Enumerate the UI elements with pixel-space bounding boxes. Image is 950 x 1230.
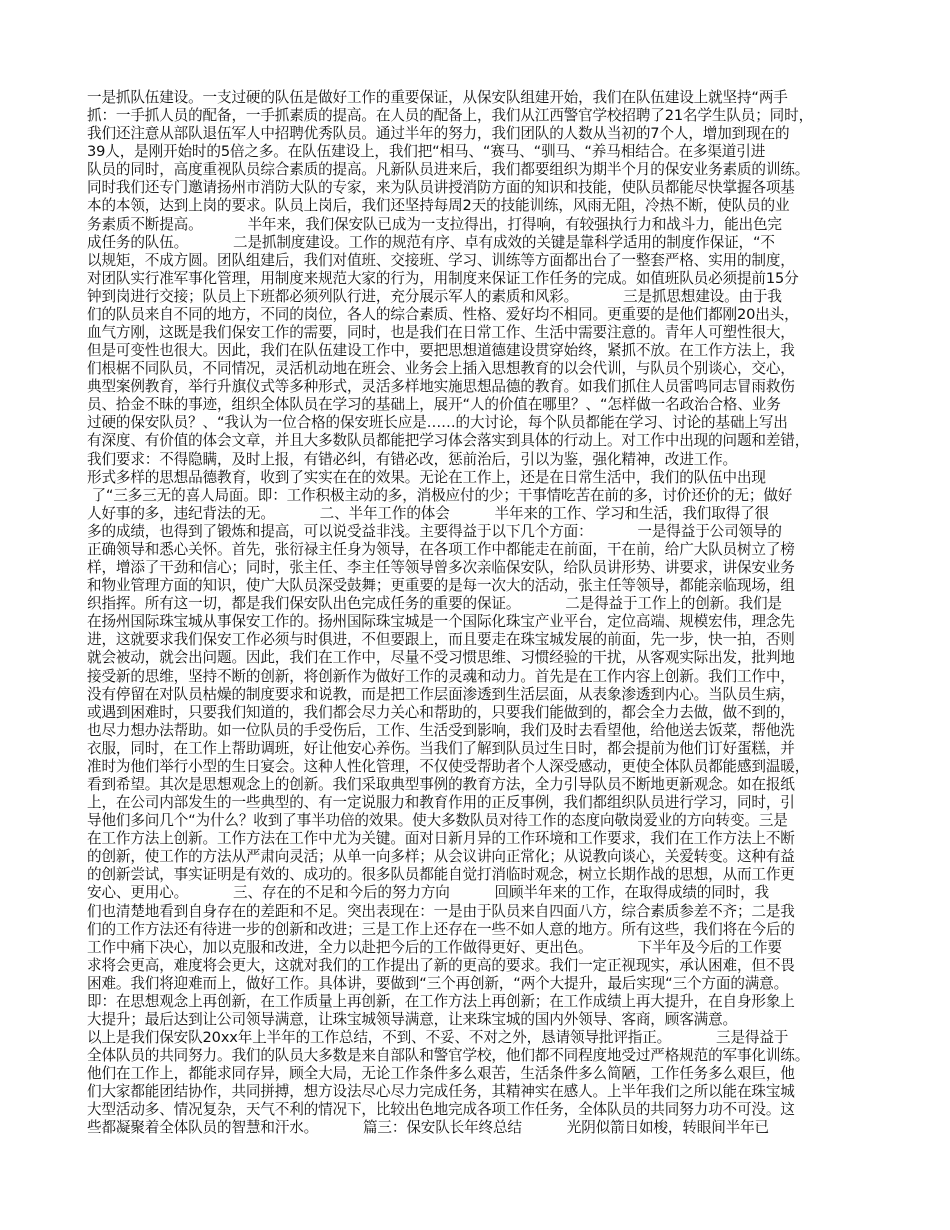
text-line: 安心、更用心。 三、存在的不足和今后的努力方向 回顾半年来的工作，在取得成绩的同时，我	[87, 884, 769, 902]
text-line: 导他们多问几个“为什么？收到了事半功倍的效果。使大多数队员对待工作的态度向敬岗爱业的方向转变。三是	[87, 812, 788, 830]
text-line: 们根椐不同队员，不同情况，灵活机动地在班会、业务会上插入思想教育的以会代训，与队员个别谈心，交心，	[87, 360, 795, 378]
text-line: 全体队员的共同努力。我们的队员大多数是来自部队和警官学校，他们都不同程度地受过严格规范的军事化训练。	[87, 1047, 810, 1065]
text-line: 也尽力想办法帮助。如一位队员的手受伤后，工作、生活受到影响，我们及时去看望他，给他送去饭菜，帮他洗	[87, 721, 795, 739]
text-line: 即：在思想观念上再创新，在工作质量上再创新，在工作方法上再创新；在工作成绩上再大提升，在自身形象上	[87, 992, 795, 1010]
text-line: 本的本领，达到上岗的要求。队员上岗后，我们还坚持每周2天的技能训练，风雨无阻，冷热不断，使队员的业	[87, 197, 790, 215]
text-line: 看到希望。其次是思想观念上的创新。我们采取典型事例的教育方法，全力引导队员不断地更新观念。如在报纸	[87, 775, 795, 793]
text-line: 员、拾金不昧的事迹，组织全体队员在学习的基础上，展开“人的价值在哪里？、“怎样做一名政治合格、业务	[87, 396, 781, 414]
text-line: 典型案例教育，举行升旗仪式等多种形式，灵活多样地实施思想品德的教育。如我们抓住人员雷鸣同志冒雨救伤	[87, 378, 795, 396]
text-line: 准时为他们举行小型的生日宴会。这种人性化管理，不仅使受帮助者个人深受感动，更使全体队员都能感到温暖，	[87, 757, 810, 775]
text-line: 队员的同时，高度重视队员综合素质的提高。凡新队员进来后，我们都要组织为期半个月的保安业务素质的训练。	[87, 161, 810, 179]
text-line: 抓：一手抓人员的配备，一手抓素质的提高。在人员的配备上，我们从江西警官学校招聘了21名学生队员；同时，	[87, 107, 814, 125]
text-line: 务素质不断提高。 半年来，我们保安队已成为一支拉得出，打得响，有较强执行力和战斗力，能出色完	[87, 215, 782, 233]
text-line: 我们还注意从部队退伍军人中招聘优秀队员。通过半年的努力，我们团队的人数从当初的7个人，增加到现在的	[87, 125, 790, 143]
text-line: 困难。我们将迎难而上，做好工作。具体讲，要做到“三个再创新，“两个大提升，最后实现“三个方面的满意。	[87, 974, 789, 992]
text-line: 上，在公司内部发生的一些典型的、有一定说服力和教育作用的正反事例，我们都组织队员进行学习，同时，引	[87, 794, 795, 812]
text-line: 们也清楚地看到自身存在的差距和不足。突出表现在：一是由于队员来自四面八方，综合素质参差不齐；二是我	[87, 902, 795, 920]
text-line: 过硬的保安队员？、“我认为一位合格的保安班长应是……的大讨论，每个队员都能在学习、讨论的基础上写出	[87, 414, 788, 432]
text-line: 39人，是刚开始时的5倍之多。在队伍建设上，我们把“相马、“赛马、“驯马、“养马相结合。在多渠道引进	[87, 143, 766, 161]
text-line: 以上是我们保安队20xx年上半年的工作总结，不到、不妥、不对之外，恳请领导批评指正。 三是得益于	[87, 1029, 789, 1047]
text-line: 进，这就要求我们保安工作必须与时俱进，不但要跟上，而且要走在珠宝城发展的前面，先一步，快一拍，否则	[87, 631, 795, 649]
text-line: 了“三多三无的喜人局面。即：工作积极主动的多，消极应付的少；干事情吃苦在前的多，讨价还价的无；做好	[87, 486, 793, 504]
text-line: 或遇到困难时，只要我们知道的，我们都会尽力关心和帮助的，只要我们能做到的，都会全力去做，做不到的，	[87, 703, 795, 721]
text-line: 形式多样的思想品德教育，收到了实实在在的效果。无论在工作上，还是在日常生活中，我们的队伍中出现	[87, 468, 766, 486]
text-line: 就会被动，就会出问题。因此，我们在工作中，尽量不受习惯思维、习惯经验的干扰，从客观实际出发，批判地	[87, 649, 795, 667]
text-line: 同时我们还专门邀请扬州市消防大队的专家，来为队员讲授消防方面的知识和技能，使队员都能尽快掌握各项基	[87, 179, 795, 197]
text-line: 我们要求：不得隐瞒，及时上报，有错必纠，有错必改，惩前治后，引以为鉴，强化精神，改进工作。	[87, 450, 737, 468]
text-line: 些都凝聚着全体队员的智慧和汗水。 篇三：保安队长年终总结 光阴似箭日如梭，转眼间半年已	[87, 1119, 769, 1137]
text-line: 和物业管理方面的知识，使广大队员深受鼓舞；更重要的是每一次大的活动，张主任等领导，都能亲临现场，组	[87, 577, 795, 595]
text-line: 衣服，同时，在工作上帮助调班，好让他安心养伤。当我们了解到队员过生日时，都会提前为他们订好蛋糕，并	[87, 739, 795, 757]
text-line: 在工作方法上创新。工作方法在工作中尤为关键。面对日新月异的工作环境和工作要求，我们在工作方法上不断	[87, 830, 795, 848]
text-line: 但是可变性也很大。因此，我们在队伍建设工作中，要把思想道德建设贯穿始终，紧抓不放。在工作方法上，我	[87, 342, 795, 360]
text-line: 大型活动多、情况复杂，天气不利的情况下，比较出色地完成各项工作任务，全体队员的共同努力功不可没。这	[87, 1101, 795, 1119]
text-line: 正确领导和悉心关怀。首先，张衍禄主任身为领导，在各项工作中都能走在前面，干在前，给广大队员树立了榜	[87, 540, 795, 558]
text-line: 他们在工作上，都能求同存异，顾全大局，无论工作条件多么艰苦，生活条件多么简陋，工作任务多么艰巨，他	[87, 1065, 795, 1083]
text-line: 在扬州国际珠宝城从事保安工作的。扬州国际珠宝城是一个国际化珠宝产业平台，定位高端、规模宏伟，理念先	[87, 613, 795, 631]
text-line: 钟到岗进行交接；队员上下班都必须列队行进，充分展示军人的素质和风彩。 三是抓思想建设。由于我	[87, 287, 782, 305]
text-line: 有深度、有价值的体会文章，并且大多数队员都能把学习体会落实到具体的行动上。对工作中出现的问题和差错，	[87, 432, 810, 450]
text-line: 以规矩，不成方圆。团队组建后，我们对值班、交接班、学习、训练等方面都出台了一整套严格、实用的制度，	[87, 251, 795, 269]
text-line: 大提升；最后达到让公司领导满意，让珠宝城领导满意，让来珠宝城的国内外领导、客商，顾客满意。	[87, 1010, 737, 1028]
text-line: 的创新，使工作的方法从严肃向灵活；从单一向多样；从会议讲向正常化；从说教向谈心，关爱转变。这种有益	[87, 848, 795, 866]
text-line: 对团队实行准军事化管理，用制度来规范大家的行为，用制度来保证工作任务的完成。如值班队员必须提前15分	[87, 269, 799, 287]
text-line: 多的成绩，也得到了锻炼和提高，可以说受益非浅。主要得益于以下几个方面： 一是得益于公司领导的	[87, 522, 782, 540]
text-line: 接受新的思维，坚持不断的创新，将创新作为做好工作的灵魂和动力。首先是在工作内容上创新。我们工作中，	[87, 667, 795, 685]
text-line: 样，增添了干劲和信心；同时，张主任、李主任等领导曾多次亲临保安队，给队员讲形势、讲要求，讲保安业务	[87, 559, 795, 577]
text-line: 织指挥。所有这一切，都是我们保安队出色完成任务的重要的保证。 二是得益于工作上的创新。我们是	[87, 595, 782, 613]
document-body	[87, 89, 869, 1138]
text-line: 们的工作方法还有待进一步的创新和改进；三是工作上还存在一些不如人意的地方。所有这些，我们将在今后的	[87, 920, 795, 938]
text-line: 们的队员来自不同的地方，不同的岗位，各人的综合素质、性格、爱好均不相同。更重要的是他们都刚20出头，	[87, 305, 799, 323]
text-line: 们大家都能团结协作，共同拼搏，想方设法尽心尽力完成任务，其精神实在感人。上半年我们之所以能在珠宝城	[87, 1083, 795, 1101]
text-line: 血气方刚，这既是我们保安工作的需要，同时，也是我们在日常工作、生活中需要注意的。青年人可塑性很大，	[87, 324, 795, 342]
text-line: 一是抓队伍建设。一支过硬的队伍是做好工作的重要保证，从保安队组建开始，我们在队伍建设上就坚持“两手	[87, 89, 788, 106]
text-line: 求将会更高，难度将会更大，这就对我们的工作提出了新的更高的要求。我们一定正视现实，承认困难，但不畏	[87, 956, 795, 974]
text-line: 的创新尝试，事实证明是有效的、成功的。很多队员都能自觉打消临时观念，树立长期作战的思想，从而工作更	[87, 866, 795, 884]
text-line: 工作中痛下决心，加以克服和改进，全力以赴把今后的工作做得更好、更出色。 下半年及今后的工作要	[87, 938, 782, 956]
text-line: 成任务的队伍。 二是抓制度建设。工作的规范有序、卓有成效的关键是靠科学适用的制度作保证，“不	[87, 233, 775, 251]
text-line: 人好事的多，违纪背法的无。 二、半年工作的体会 半年来的工作、学习和生活，我们取得了很	[87, 504, 769, 522]
text-line: 没有停留在对队员枯燥的制度要求和说教，而是把工作层面渗透到生活层面，从表象渗透到内心。当队员生病，	[87, 685, 795, 703]
